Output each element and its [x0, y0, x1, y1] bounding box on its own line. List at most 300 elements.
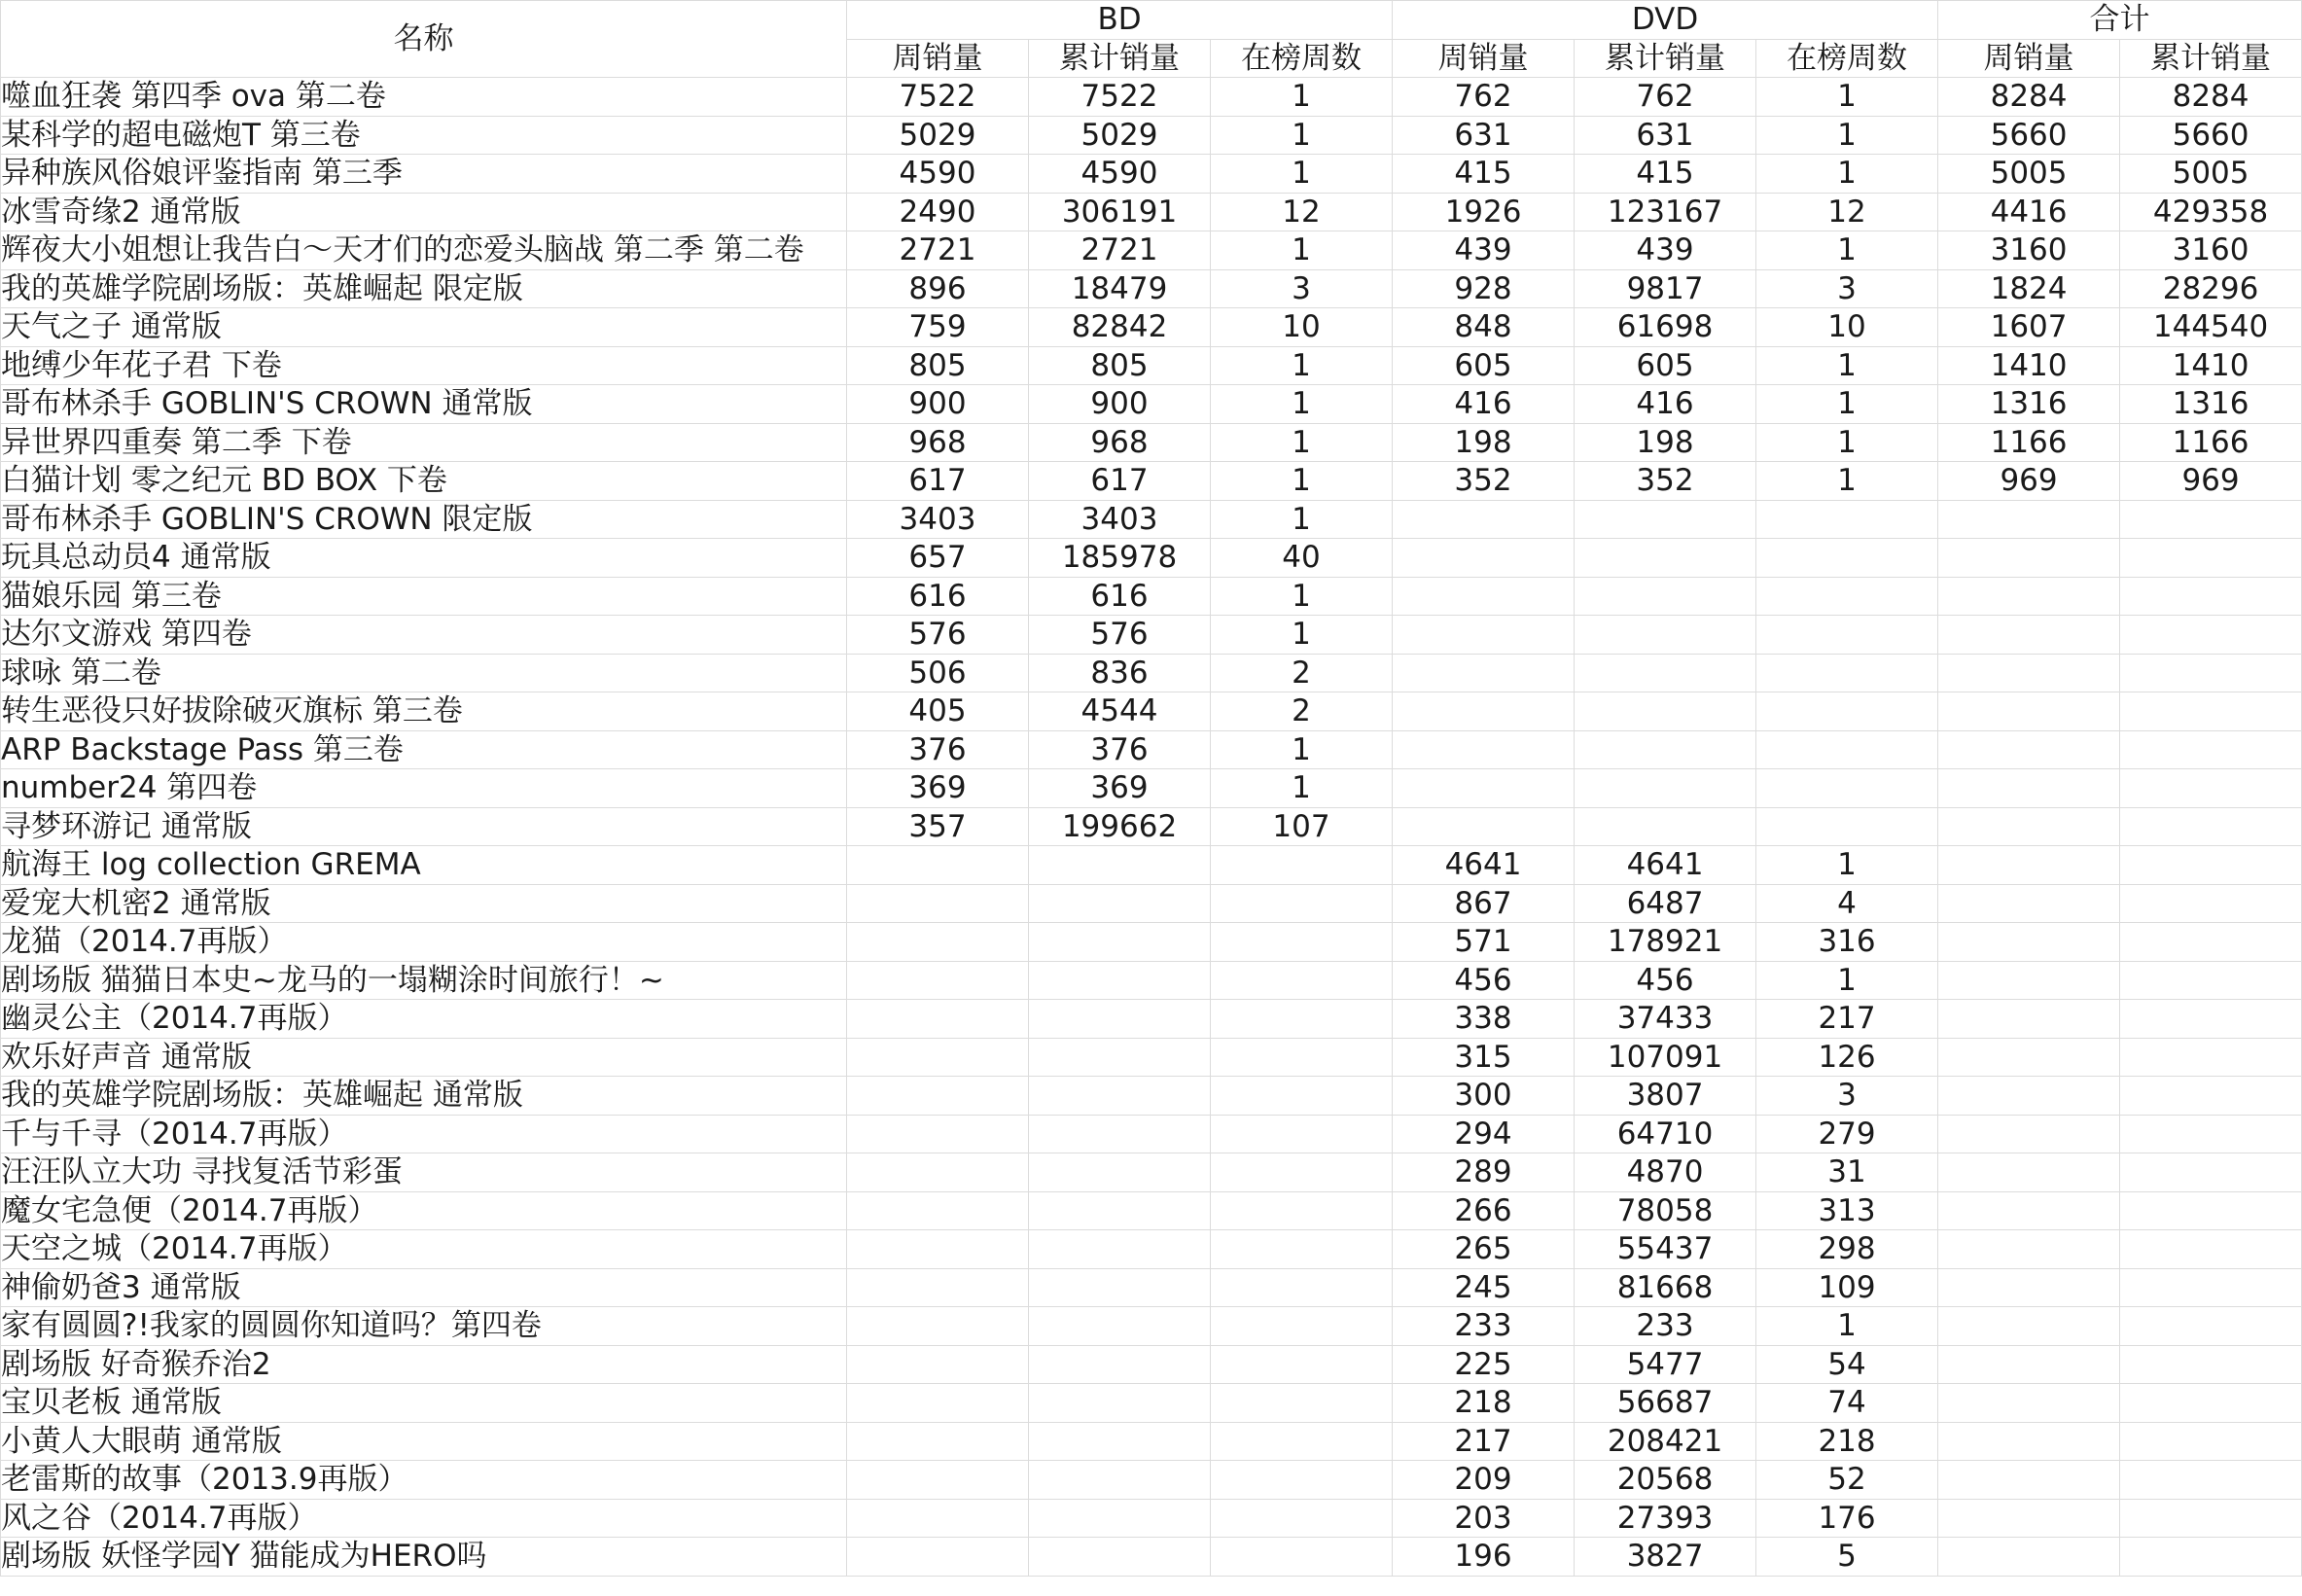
total-cumulative-cell[interactable] [2120, 500, 2302, 539]
dvd-weekly-cell[interactable]: 631 [1393, 116, 1575, 155]
total-cumulative-cell[interactable]: 144540 [2120, 308, 2302, 347]
total-cumulative-cell[interactable]: 5005 [2120, 155, 2302, 194]
bd-weekly-cell[interactable]: 617 [847, 462, 1029, 501]
total-weekly-cell[interactable] [1938, 616, 2120, 655]
total-weekly-cell[interactable] [1938, 692, 2120, 731]
total-cumulative-cell[interactable]: 3160 [2120, 231, 2302, 270]
bd-weekly-cell[interactable]: 5029 [847, 116, 1029, 155]
dvd-weeks-cell[interactable]: 1 [1756, 116, 1938, 155]
total-cumulative-cell[interactable] [2120, 884, 2302, 923]
bd-cumulative-cell[interactable] [1029, 1422, 1211, 1461]
bd-weekly-cell[interactable] [847, 846, 1029, 885]
name-cell[interactable]: 异世界四重奏 第二季 下卷 [1, 423, 847, 462]
dvd-weekly-cell[interactable] [1393, 500, 1575, 539]
name-cell[interactable]: 某科学的超电磁炮T 第三卷 [1, 116, 847, 155]
bd-weeks-cell[interactable] [1211, 1345, 1393, 1384]
dvd-cumulative-cell[interactable]: 20568 [1575, 1461, 1756, 1500]
bd-weeks-cell[interactable] [1211, 1191, 1393, 1230]
total-cumulative-cell[interactable] [2120, 1000, 2302, 1039]
bd-weekly-cell[interactable]: 805 [847, 346, 1029, 385]
bd-weeks-cell[interactable]: 107 [1211, 807, 1393, 846]
name-cell[interactable]: 汪汪队立大功 寻找复活节彩蛋 [1, 1153, 847, 1192]
bd-cumulative-cell[interactable]: 836 [1029, 654, 1211, 692]
bd-cumulative-cell[interactable]: 82842 [1029, 308, 1211, 347]
bd-cumulative-cell[interactable] [1029, 1153, 1211, 1192]
bd-cumulative-cell[interactable]: 3403 [1029, 500, 1211, 539]
dvd-weeks-cell[interactable]: 217 [1756, 1000, 1938, 1039]
total-weekly-cell[interactable]: 5005 [1938, 155, 2120, 194]
bd-weekly-cell[interactable]: 2490 [847, 193, 1029, 231]
dvd-weeks-cell[interactable]: 176 [1756, 1499, 1938, 1538]
dvd-weeks-cell[interactable]: 12 [1756, 193, 1938, 231]
total-cumulative-cell[interactable] [2120, 1345, 2302, 1384]
bd-weeks-cell[interactable]: 40 [1211, 539, 1393, 578]
bd-cumulative-cell[interactable] [1029, 1038, 1211, 1077]
bd-weeks-cell[interactable]: 1 [1211, 116, 1393, 155]
dvd-cumulative-cell[interactable] [1575, 577, 1756, 616]
total-weekly-cell[interactable] [1938, 1384, 2120, 1423]
dvd-weeks-cell[interactable] [1756, 539, 1938, 578]
dvd-weeks-cell[interactable]: 1 [1756, 231, 1938, 270]
total-weekly-cell[interactable] [1938, 539, 2120, 578]
dvd-cumulative-cell[interactable]: 631 [1575, 116, 1756, 155]
dvd-weekly-cell[interactable] [1393, 616, 1575, 655]
name-cell[interactable]: 我的英雄学院剧场版：英雄崛起 限定版 [1, 269, 847, 308]
dvd-cumulative-cell[interactable] [1575, 769, 1756, 808]
name-cell[interactable]: 我的英雄学院剧场版：英雄崛起 通常版 [1, 1077, 847, 1116]
dvd-weekly-cell[interactable]: 352 [1393, 462, 1575, 501]
dvd-weeks-cell[interactable]: 1 [1756, 385, 1938, 424]
bd-cumulative-cell[interactable] [1029, 1077, 1211, 1116]
name-cell[interactable]: 噬血狂袭 第四季 ova 第二卷 [1, 78, 847, 117]
dvd-weeks-cell[interactable]: 1 [1756, 78, 1938, 117]
dvd-weekly-cell[interactable]: 4641 [1393, 846, 1575, 885]
total-cumulative-cell[interactable] [2120, 923, 2302, 962]
bd-weekly-cell[interactable]: 405 [847, 692, 1029, 731]
dvd-cumulative-cell[interactable]: 456 [1575, 961, 1756, 1000]
name-cell[interactable]: 玩具总动员4 通常版 [1, 539, 847, 578]
name-cell[interactable]: 爱宠大机密2 通常版 [1, 884, 847, 923]
dvd-weekly-cell[interactable]: 233 [1393, 1307, 1575, 1346]
bd-cumulative-cell[interactable]: 4544 [1029, 692, 1211, 731]
bd-cumulative-cell[interactable]: 5029 [1029, 116, 1211, 155]
bd-weekly-cell[interactable] [847, 1345, 1029, 1384]
bd-cumulative-cell[interactable]: 369 [1029, 769, 1211, 808]
dvd-weeks-cell[interactable]: 1 [1756, 346, 1938, 385]
total-weekly-cell[interactable] [1938, 1038, 2120, 1077]
bd-cumulative-cell[interactable] [1029, 1191, 1211, 1230]
total-cumulative-cell[interactable] [2120, 1038, 2302, 1077]
total-weekly-cell[interactable] [1938, 1461, 2120, 1500]
total-cumulative-cell[interactable] [2120, 1307, 2302, 1346]
name-cell[interactable]: 千与千寻（2014.7再版） [1, 1115, 847, 1153]
dvd-weekly-cell[interactable]: 571 [1393, 923, 1575, 962]
total-cumulative-cell[interactable] [2120, 1499, 2302, 1538]
bd-cumulative-cell[interactable]: 306191 [1029, 193, 1211, 231]
dvd-weekly-cell[interactable] [1393, 692, 1575, 731]
dvd-cumulative-cell[interactable] [1575, 539, 1756, 578]
dvd-weeks-cell[interactable] [1756, 654, 1938, 692]
total-weekly-cell[interactable] [1938, 884, 2120, 923]
bd-weekly-cell[interactable] [847, 1384, 1029, 1423]
dvd-weekly-cell[interactable]: 315 [1393, 1038, 1575, 1077]
total-weekly-cell[interactable] [1938, 1115, 2120, 1153]
bd-weeks-cell[interactable]: 2 [1211, 692, 1393, 731]
dvd-weekly-cell[interactable]: 289 [1393, 1153, 1575, 1192]
bd-cumulative-cell[interactable]: 7522 [1029, 78, 1211, 117]
dvd-weeks-cell[interactable] [1756, 577, 1938, 616]
bd-cumulative-cell[interactable] [1029, 1000, 1211, 1039]
dvd-cumulative-cell[interactable]: 9817 [1575, 269, 1756, 308]
name-cell[interactable]: 家有圆圆?!我家的圆圆你知道吗？第四卷 [1, 1307, 847, 1346]
total-cumulative-cell[interactable] [2120, 1077, 2302, 1116]
total-cumulative-cell[interactable] [2120, 1115, 2302, 1153]
dvd-weekly-cell[interactable]: 415 [1393, 155, 1575, 194]
total-cumulative-cell[interactable] [2120, 1538, 2302, 1577]
bd-weeks-cell[interactable] [1211, 1230, 1393, 1269]
dvd-cumulative-cell[interactable]: 56687 [1575, 1384, 1756, 1423]
total-cumulative-cell[interactable] [2120, 654, 2302, 692]
dvd-cumulative-cell[interactable]: 5477 [1575, 1345, 1756, 1384]
bd-weeks-cell[interactable]: 1 [1211, 616, 1393, 655]
bd-weeks-cell[interactable]: 1 [1211, 577, 1393, 616]
total-cumulative-cell[interactable] [2120, 1230, 2302, 1269]
bd-weeks-cell[interactable]: 1 [1211, 385, 1393, 424]
total-cumulative-cell[interactable] [2120, 1422, 2302, 1461]
bd-weeks-cell[interactable]: 12 [1211, 193, 1393, 231]
bd-cumulative-cell[interactable]: 576 [1029, 616, 1211, 655]
bd-cumulative-cell[interactable] [1029, 1115, 1211, 1153]
total-cumulative-cell[interactable]: 28296 [2120, 269, 2302, 308]
name-cell[interactable]: 魔女宅急便（2014.7再版） [1, 1191, 847, 1230]
dvd-weeks-cell[interactable]: 126 [1756, 1038, 1938, 1077]
total-cumulative-cell[interactable] [2120, 807, 2302, 846]
bd-weekly-cell[interactable]: 759 [847, 308, 1029, 347]
bd-weeks-cell[interactable] [1211, 1461, 1393, 1500]
dvd-weekly-cell[interactable] [1393, 654, 1575, 692]
total-weekly-cell[interactable] [1938, 807, 2120, 846]
bd-weekly-cell[interactable] [847, 1461, 1029, 1500]
bd-weekly-cell[interactable]: 7522 [847, 78, 1029, 117]
bd-weeks-cell[interactable] [1211, 961, 1393, 1000]
dvd-cumulative-cell[interactable]: 439 [1575, 231, 1756, 270]
bd-weeks-cell[interactable]: 1 [1211, 769, 1393, 808]
dvd-cumulative-cell[interactable]: 55437 [1575, 1230, 1756, 1269]
bd-weeks-cell[interactable]: 1 [1211, 78, 1393, 117]
dvd-cumulative-cell[interactable]: 352 [1575, 462, 1756, 501]
name-cell[interactable]: 天空之城（2014.7再版） [1, 1230, 847, 1269]
bd-weekly-cell[interactable] [847, 1499, 1029, 1538]
name-cell[interactable]: 冰雪奇缘2 通常版 [1, 193, 847, 231]
bd-weeks-cell[interactable] [1211, 923, 1393, 962]
bd-weekly-cell[interactable]: 616 [847, 577, 1029, 616]
bd-weekly-cell[interactable] [847, 1230, 1029, 1269]
name-cell[interactable]: 欢乐好声音 通常版 [1, 1038, 847, 1077]
bd-weekly-cell[interactable] [847, 1307, 1029, 1346]
bd-cumulative-cell[interactable] [1029, 1538, 1211, 1577]
total-cumulative-cell[interactable] [2120, 1461, 2302, 1500]
dvd-cumulative-cell[interactable]: 3807 [1575, 1077, 1756, 1116]
header-dvd-weekly[interactable]: 周销量 [1393, 39, 1575, 78]
dvd-weeks-cell[interactable]: 1 [1756, 155, 1938, 194]
dvd-cumulative-cell[interactable]: 27393 [1575, 1499, 1756, 1538]
bd-weekly-cell[interactable]: 896 [847, 269, 1029, 308]
dvd-cumulative-cell[interactable] [1575, 692, 1756, 731]
dvd-weeks-cell[interactable]: 5 [1756, 1538, 1938, 1577]
total-cumulative-cell[interactable] [2120, 616, 2302, 655]
bd-weeks-cell[interactable]: 10 [1211, 308, 1393, 347]
bd-weeks-cell[interactable]: 1 [1211, 730, 1393, 769]
total-cumulative-cell[interactable]: 969 [2120, 462, 2302, 501]
dvd-weekly-cell[interactable]: 245 [1393, 1268, 1575, 1307]
header-bd-cumulative[interactable]: 累计销量 [1029, 39, 1211, 78]
bd-weeks-cell[interactable]: 1 [1211, 423, 1393, 462]
dvd-weeks-cell[interactable]: 279 [1756, 1115, 1938, 1153]
dvd-weekly-cell[interactable]: 928 [1393, 269, 1575, 308]
dvd-weekly-cell[interactable]: 1926 [1393, 193, 1575, 231]
dvd-weeks-cell[interactable]: 10 [1756, 308, 1938, 347]
bd-weekly-cell[interactable] [847, 923, 1029, 962]
bd-weekly-cell[interactable] [847, 1191, 1029, 1230]
bd-cumulative-cell[interactable] [1029, 1268, 1211, 1307]
total-cumulative-cell[interactable] [2120, 1268, 2302, 1307]
dvd-weeks-cell[interactable]: 4 [1756, 884, 1938, 923]
bd-weekly-cell[interactable]: 506 [847, 654, 1029, 692]
bd-weekly-cell[interactable]: 2721 [847, 231, 1029, 270]
dvd-weekly-cell[interactable]: 456 [1393, 961, 1575, 1000]
bd-cumulative-cell[interactable] [1029, 1230, 1211, 1269]
total-cumulative-cell[interactable] [2120, 1384, 2302, 1423]
name-cell[interactable]: 转生恶役只好拔除破灭旗标 第三卷 [1, 692, 847, 731]
total-weekly-cell[interactable] [1938, 961, 2120, 1000]
header-group-bd[interactable]: BD [847, 1, 1393, 40]
header-group-total[interactable]: 合计 [1938, 1, 2302, 40]
total-weekly-cell[interactable]: 3160 [1938, 231, 2120, 270]
bd-cumulative-cell[interactable] [1029, 846, 1211, 885]
dvd-weeks-cell[interactable]: 298 [1756, 1230, 1938, 1269]
bd-weekly-cell[interactable] [847, 1115, 1029, 1153]
bd-cumulative-cell[interactable]: 185978 [1029, 539, 1211, 578]
bd-weekly-cell[interactable]: 4590 [847, 155, 1029, 194]
dvd-weekly-cell[interactable] [1393, 807, 1575, 846]
name-cell[interactable]: 地缚少年花子君 下卷 [1, 346, 847, 385]
bd-weeks-cell[interactable] [1211, 846, 1393, 885]
dvd-weekly-cell[interactable]: 300 [1393, 1077, 1575, 1116]
dvd-weeks-cell[interactable]: 1 [1756, 462, 1938, 501]
bd-weekly-cell[interactable]: 357 [847, 807, 1029, 846]
bd-weekly-cell[interactable] [847, 1000, 1029, 1039]
dvd-weeks-cell[interactable]: 218 [1756, 1422, 1938, 1461]
total-cumulative-cell[interactable]: 1316 [2120, 385, 2302, 424]
total-weekly-cell[interactable] [1938, 923, 2120, 962]
bd-cumulative-cell[interactable]: 18479 [1029, 269, 1211, 308]
name-cell[interactable]: 龙猫（2014.7再版） [1, 923, 847, 962]
total-weekly-cell[interactable] [1938, 1268, 2120, 1307]
name-cell[interactable]: 猫娘乐园 第三卷 [1, 577, 847, 616]
bd-weekly-cell[interactable]: 657 [847, 539, 1029, 578]
total-cumulative-cell[interactable] [2120, 769, 2302, 808]
dvd-weeks-cell[interactable]: 31 [1756, 1153, 1938, 1192]
bd-weekly-cell[interactable] [847, 961, 1029, 1000]
dvd-weeks-cell[interactable] [1756, 807, 1938, 846]
total-weekly-cell[interactable]: 5660 [1938, 116, 2120, 155]
total-weekly-cell[interactable]: 1824 [1938, 269, 2120, 308]
bd-weeks-cell[interactable] [1211, 1153, 1393, 1192]
bd-weeks-cell[interactable]: 3 [1211, 269, 1393, 308]
dvd-weeks-cell[interactable] [1756, 730, 1938, 769]
bd-weeks-cell[interactable]: 1 [1211, 231, 1393, 270]
dvd-weekly-cell[interactable]: 605 [1393, 346, 1575, 385]
dvd-weeks-cell[interactable]: 313 [1756, 1191, 1938, 1230]
total-weekly-cell[interactable]: 4416 [1938, 193, 2120, 231]
dvd-cumulative-cell[interactable]: 3827 [1575, 1538, 1756, 1577]
bd-weeks-cell[interactable]: 1 [1211, 155, 1393, 194]
header-bd-weeks[interactable]: 在榜周数 [1211, 39, 1393, 78]
bd-weekly-cell[interactable] [847, 1422, 1029, 1461]
dvd-cumulative-cell[interactable]: 415 [1575, 155, 1756, 194]
total-cumulative-cell[interactable]: 1410 [2120, 346, 2302, 385]
name-cell[interactable]: number24 第四卷 [1, 769, 847, 808]
bd-weeks-cell[interactable]: 1 [1211, 462, 1393, 501]
total-weekly-cell[interactable]: 1607 [1938, 308, 2120, 347]
dvd-weeks-cell[interactable]: 74 [1756, 1384, 1938, 1423]
name-cell[interactable]: 幽灵公主（2014.7再版） [1, 1000, 847, 1039]
dvd-weeks-cell[interactable] [1756, 692, 1938, 731]
dvd-weekly-cell[interactable]: 225 [1393, 1345, 1575, 1384]
total-weekly-cell[interactable] [1938, 1153, 2120, 1192]
bd-weekly-cell[interactable] [847, 1038, 1029, 1077]
total-weekly-cell[interactable] [1938, 1230, 2120, 1269]
dvd-cumulative-cell[interactable]: 178921 [1575, 923, 1756, 962]
name-cell[interactable]: 剧场版 妖怪学园Y 猫能成为HERO吗 [1, 1538, 847, 1577]
total-weekly-cell[interactable] [1938, 1345, 2120, 1384]
dvd-weekly-cell[interactable] [1393, 577, 1575, 616]
total-weekly-cell[interactable] [1938, 654, 2120, 692]
dvd-cumulative-cell[interactable]: 416 [1575, 385, 1756, 424]
dvd-weeks-cell[interactable]: 3 [1756, 269, 1938, 308]
header-group-dvd[interactable]: DVD [1393, 1, 1938, 40]
name-cell[interactable]: 风之谷（2014.7再版） [1, 1499, 847, 1538]
bd-weekly-cell[interactable]: 376 [847, 730, 1029, 769]
bd-weeks-cell[interactable] [1211, 1384, 1393, 1423]
dvd-cumulative-cell[interactable] [1575, 730, 1756, 769]
bd-weeks-cell[interactable]: 2 [1211, 654, 1393, 692]
dvd-weeks-cell[interactable]: 54 [1756, 1345, 1938, 1384]
total-weekly-cell[interactable] [1938, 1000, 2120, 1039]
dvd-weeks-cell[interactable]: 1 [1756, 1307, 1938, 1346]
bd-cumulative-cell[interactable]: 4590 [1029, 155, 1211, 194]
name-cell[interactable]: 白猫计划 零之纪元 BD BOX 下卷 [1, 462, 847, 501]
bd-weeks-cell[interactable] [1211, 1499, 1393, 1538]
bd-weeks-cell[interactable] [1211, 884, 1393, 923]
total-cumulative-cell[interactable] [2120, 1191, 2302, 1230]
total-cumulative-cell[interactable] [2120, 730, 2302, 769]
bd-cumulative-cell[interactable] [1029, 1345, 1211, 1384]
name-cell[interactable]: 达尔文游戏 第四卷 [1, 616, 847, 655]
bd-weeks-cell[interactable] [1211, 1422, 1393, 1461]
dvd-weeks-cell[interactable]: 3 [1756, 1077, 1938, 1116]
dvd-weekly-cell[interactable]: 848 [1393, 308, 1575, 347]
total-weekly-cell[interactable] [1938, 730, 2120, 769]
bd-cumulative-cell[interactable] [1029, 923, 1211, 962]
name-cell[interactable]: 天气之子 通常版 [1, 308, 847, 347]
dvd-weekly-cell[interactable]: 218 [1393, 1384, 1575, 1423]
name-cell[interactable]: 老雷斯的故事（2013.9再版） [1, 1461, 847, 1500]
bd-cumulative-cell[interactable] [1029, 1499, 1211, 1538]
dvd-cumulative-cell[interactable]: 4641 [1575, 846, 1756, 885]
name-cell[interactable]: 辉夜大小姐想让我告白～天才们的恋爱头脑战 第二季 第二卷 [1, 231, 847, 270]
bd-cumulative-cell[interactable]: 199662 [1029, 807, 1211, 846]
dvd-weeks-cell[interactable]: 52 [1756, 1461, 1938, 1500]
bd-cumulative-cell[interactable]: 805 [1029, 346, 1211, 385]
dvd-weeks-cell[interactable] [1756, 616, 1938, 655]
total-weekly-cell[interactable] [1938, 1538, 2120, 1577]
name-cell[interactable]: 航海王 log collection GREMA [1, 846, 847, 885]
bd-cumulative-cell[interactable] [1029, 961, 1211, 1000]
dvd-weekly-cell[interactable]: 198 [1393, 423, 1575, 462]
name-cell[interactable]: 宝贝老板 通常版 [1, 1384, 847, 1423]
name-cell[interactable]: 剧场版 好奇猴乔治2 [1, 1345, 847, 1384]
bd-cumulative-cell[interactable] [1029, 884, 1211, 923]
dvd-weekly-cell[interactable]: 867 [1393, 884, 1575, 923]
dvd-weeks-cell[interactable]: 1 [1756, 961, 1938, 1000]
bd-cumulative-cell[interactable]: 2721 [1029, 231, 1211, 270]
header-bd-weekly[interactable]: 周销量 [847, 39, 1029, 78]
dvd-weekly-cell[interactable]: 416 [1393, 385, 1575, 424]
dvd-cumulative-cell[interactable] [1575, 654, 1756, 692]
dvd-weekly-cell[interactable]: 439 [1393, 231, 1575, 270]
bd-weeks-cell[interactable] [1211, 1038, 1393, 1077]
name-cell[interactable]: 寻梦环游记 通常版 [1, 807, 847, 846]
name-cell[interactable]: 哥布林杀手 GOBLIN'S CROWN 限定版 [1, 500, 847, 539]
name-cell[interactable]: 小黄人大眼萌 通常版 [1, 1422, 847, 1461]
bd-weekly-cell[interactable] [847, 1268, 1029, 1307]
bd-weeks-cell[interactable] [1211, 1000, 1393, 1039]
total-weekly-cell[interactable] [1938, 1499, 2120, 1538]
dvd-weeks-cell[interactable]: 316 [1756, 923, 1938, 962]
dvd-cumulative-cell[interactable]: 198 [1575, 423, 1756, 462]
dvd-weeks-cell[interactable] [1756, 769, 1938, 808]
total-cumulative-cell[interactable] [2120, 577, 2302, 616]
name-cell[interactable]: 异种族风俗娘评鉴指南 第三季 [1, 155, 847, 194]
name-cell[interactable]: 哥布林杀手 GOBLIN'S CROWN 通常版 [1, 385, 847, 424]
total-weekly-cell[interactable]: 969 [1938, 462, 2120, 501]
dvd-cumulative-cell[interactable]: 78058 [1575, 1191, 1756, 1230]
name-cell[interactable]: 神偷奶爸3 通常版 [1, 1268, 847, 1307]
name-cell[interactable]: 球咏 第二卷 [1, 654, 847, 692]
bd-weeks-cell[interactable] [1211, 1307, 1393, 1346]
dvd-cumulative-cell[interactable]: 123167 [1575, 193, 1756, 231]
bd-cumulative-cell[interactable] [1029, 1461, 1211, 1500]
dvd-cumulative-cell[interactable]: 37433 [1575, 1000, 1756, 1039]
dvd-cumulative-cell[interactable]: 208421 [1575, 1422, 1756, 1461]
dvd-weekly-cell[interactable]: 196 [1393, 1538, 1575, 1577]
total-cumulative-cell[interactable] [2120, 1153, 2302, 1192]
total-cumulative-cell[interactable]: 5660 [2120, 116, 2302, 155]
dvd-cumulative-cell[interactable]: 64710 [1575, 1115, 1756, 1153]
total-cumulative-cell[interactable]: 1166 [2120, 423, 2302, 462]
dvd-cumulative-cell[interactable]: 762 [1575, 78, 1756, 117]
total-weekly-cell[interactable] [1938, 769, 2120, 808]
total-cumulative-cell[interactable] [2120, 961, 2302, 1000]
dvd-weekly-cell[interactable]: 294 [1393, 1115, 1575, 1153]
dvd-cumulative-cell[interactable]: 107091 [1575, 1038, 1756, 1077]
dvd-cumulative-cell[interactable]: 61698 [1575, 308, 1756, 347]
dvd-cumulative-cell[interactable]: 81668 [1575, 1268, 1756, 1307]
total-weekly-cell[interactable] [1938, 577, 2120, 616]
dvd-cumulative-cell[interactable] [1575, 616, 1756, 655]
bd-cumulative-cell[interactable] [1029, 1307, 1211, 1346]
